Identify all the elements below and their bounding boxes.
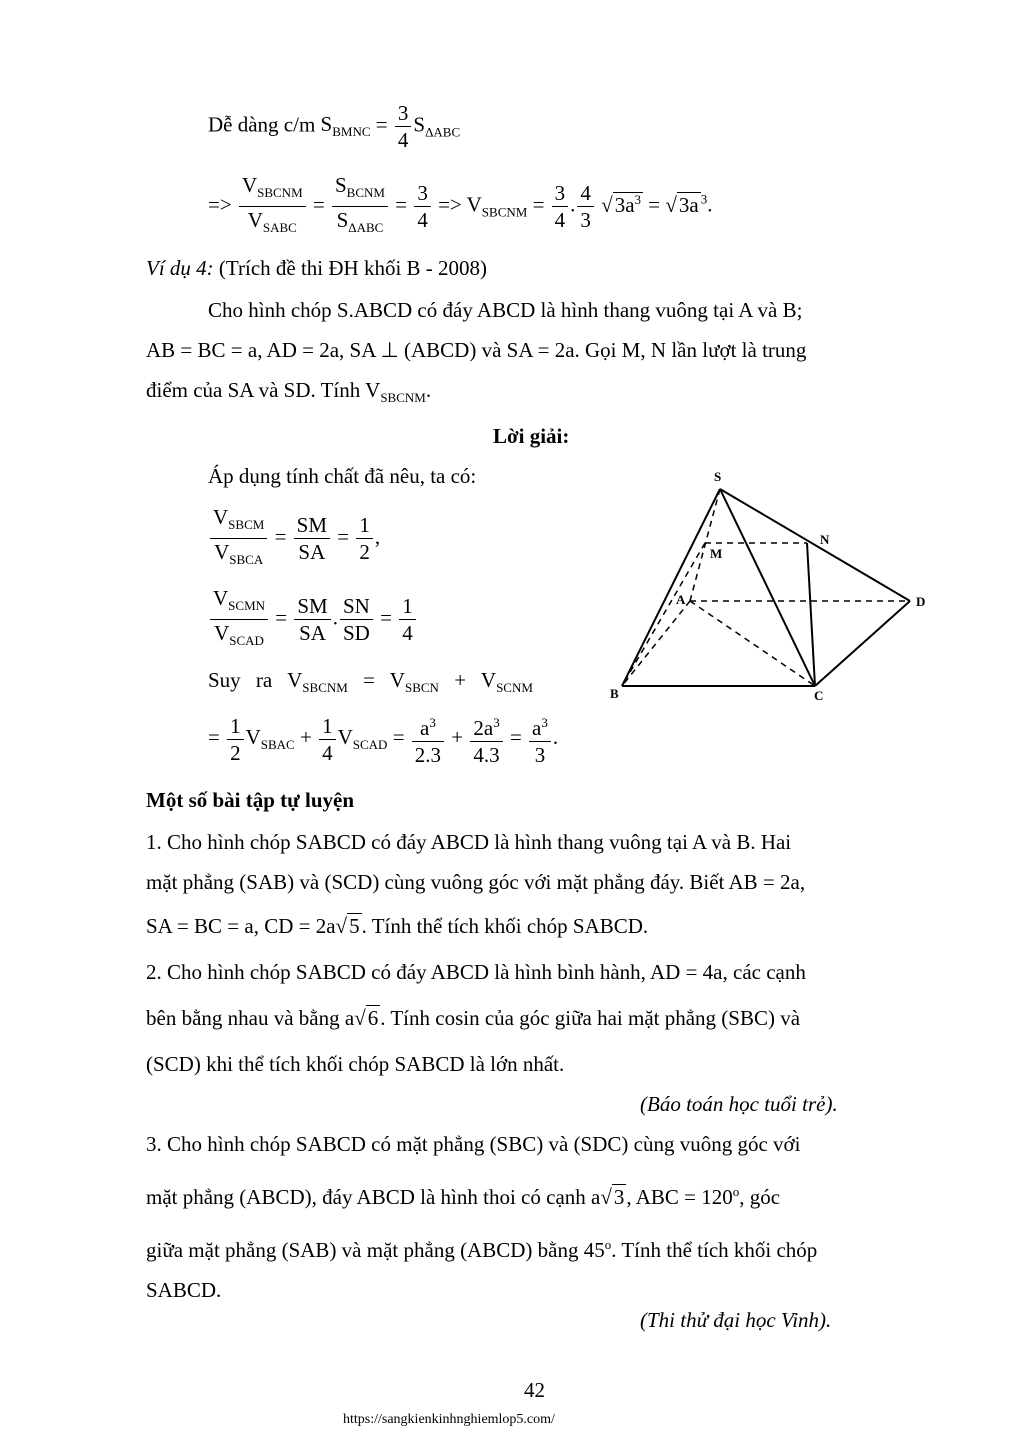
suy-ra-line: Suy ra $V_{SBCNM} = V_{SBCN} + V_{SCNM}$ [208,668,533,696]
s-bmnc: $S_{BMNC}$ [320,112,371,140]
exercise-2: 2. Cho hình chóp SABCD có đáy ABCD là hình bình hành, AD = 4a, các cạnh bên bằng nhau và bằng a√6. Tính cosin của góc giữa hai mặt phẳng (SBC) và (SCD) khi thể tích khối chóp SABCD là lớn nhất. [146,960,806,1076]
example-problem: Cho hình chóp S.ABCD có đáy ABCD là hình thang vuông tại A và B; AB = BC = a, AD = 2a, SA ⊥ (ABCD) và SA = 2a. Gọi M, N lần lượt là trung điểm của SA và SD. Tính $V_{SBCNM}$. [146,298,807,406]
formula-final-sum: = $\frac{1}{2}$ $V_{SBAC}$ + $\frac{1}{4}$ $V_{SCAD}$ = $\frac{a^3}{2.3}$ + $\frac{2a^3}{4.3}$ = $\frac{a^3}{3}$ . [208,710,558,768]
label-b: B [610,686,619,701]
apply-text: Áp dụng tính chất đã nêu, ta có: [208,464,477,488]
label-a: A [676,592,686,607]
pyramid-figure [600,466,930,706]
exercises-title: Một số bài tập tự luyện [146,788,355,812]
label-s: S [714,469,722,484]
formula-s-bmnc: Dễ dàng c/m $S_{BMNC}$ = $\frac{3}{4}$ $S_{\Delta ABC}$ [208,101,461,152]
example-heading: Ví dụ 4: (Trích đề thi ĐH khối B - 2008) [146,256,488,280]
fraction-3-4: $\frac{3}{4}$ [395,100,412,153]
label-n: N [820,532,830,547]
exercise-3-source: (Thi thử đại học Vinh). [640,1308,832,1332]
label-c: C [814,688,824,703]
sqrt-3a3: $√3a^3$ [601,191,642,217]
footer-url[interactable]: https://sangkienkinhnghiemlop5.com/ [343,1412,555,1427]
exercise-1: 1. Cho hình chóp SABCD có đáy ABCD là hình thang vuông tại A và B. Hai mặt phẳng (SAB) và (SCD) cùng vuông góc với mặt phẳng đáy. Biết AB = 2a, SA = BC = a, CD = 2a√5. Tính thể tích khối chóp SABCD. [146,830,806,938]
page-number: 42 [524,1378,545,1402]
exercise-2-source: (Báo toán học tuổi trẻ). [640,1092,838,1116]
formula-volume-ratio: => $\frac{V_{SBCNM}}{V_{SABC}}$ = $\frac{S_{BCNM}}{S_{\Delta ABC}}$ = $\frac{3}{4}$ => $V_{SBCNM}$ = $\frac{3}{4}$ . $\frac{4}{3}$ $√3a^3 = √3a$ $^3$. [208,173,713,236]
formula-ratio-1: $\frac{V_{SBCM}}{V_{SBCA}}$ = $\frac{SM}{SA}$ = $\frac{1}{2}$ , [208,504,380,573]
label-d: D [916,594,926,609]
label-m: M [710,546,723,561]
solution-title: Lời giải: [493,424,570,448]
formula-ratio-2: $\frac{V_{SCMN}}{V_{SCAD}}$ = $\frac{SM}{SA}$ . $\frac{SN}{SD}$ = $\frac{1}{4}$ [208,585,418,654]
exercise-3: 3. Cho hình chóp SABCD có mặt phẳng (SBC) và (SDC) cùng vuông góc với mặt phẳng (ABCD), đáy ABCD là hình thoi có cạnh a√3, ABC = $120^o$, góc giữa mặt phẳng (SAB) và mặt phẳng (ABCD) bằng 45$^o$. Tính thể tích khối chóp SABCD. [146,1132,818,1302]
